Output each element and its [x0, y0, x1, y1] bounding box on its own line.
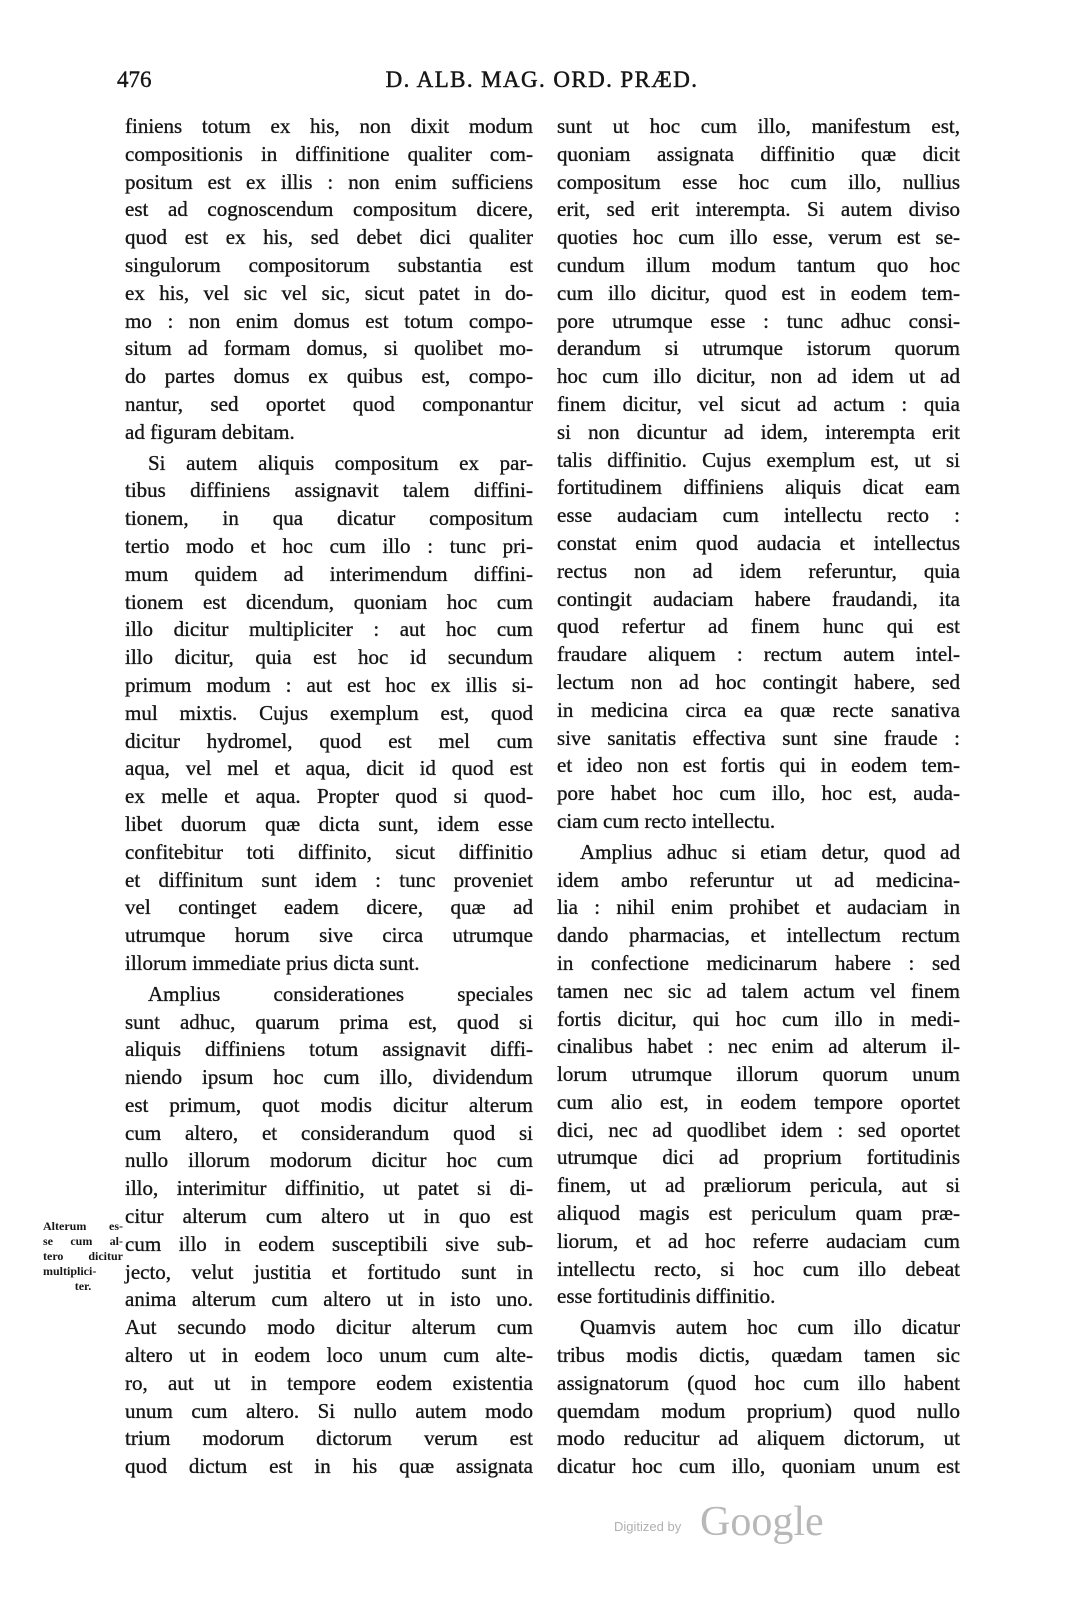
text-line: fraudare aliquem : rectum autem intel- [557, 642, 960, 667]
text-line: cum illo dicitur, quod est in eodem tem- [557, 280, 960, 305]
text-line: contingit audaciam habere fraudandi, ita [557, 586, 960, 611]
text-line: situm ad formam domus, si quolibet mo- [125, 336, 533, 361]
left-column [125, 113, 533, 1481]
text-line: talis diffinitio. Cujus exemplum est, ut si [557, 447, 960, 472]
text-line: pore utrumque esse : tunc adhuc consi- [557, 308, 960, 333]
text-line: cum altero, et considerandum quod si [125, 1120, 533, 1145]
text-line: nantur, sed oportet quod componantur [125, 391, 533, 416]
text-line: nullo illorum modorum dicitur hoc cum [125, 1148, 533, 1173]
text-line: citur alterum cum altero ut in quo est [125, 1204, 533, 1229]
paragraph [557, 113, 960, 836]
text-line: quod est ex his, sed debet dici qualiter [125, 225, 533, 250]
digitized-label: Digitized by [614, 1519, 682, 1534]
text-line: positum est ex illis : non enim sufficiens [125, 169, 533, 194]
margin-note [43, 1219, 123, 1294]
text-line: cum illo in eodem susceptibili sive sub- [125, 1231, 533, 1256]
text-line: dando pharmacias, et intellectum rectum [557, 923, 960, 948]
text-line: aliquis diffiniens totum assignavit diffi- [125, 1037, 533, 1062]
text-line: et ideo non est fortis qui in eodem tem- [557, 753, 960, 778]
paragraph [125, 113, 533, 447]
text-line: dici, nec ad quodlibet idem : sed oportet [557, 1117, 960, 1142]
text-line: intellectu recto, si hoc cum illo debeat [557, 1256, 960, 1281]
text-line: trium modorum dictorum verum est [125, 1426, 533, 1451]
running-title: D. ALB. MAG. ORD. PRÆD. [385, 67, 699, 92]
text-line: compositum esse hoc cum illo, nullius [557, 169, 960, 194]
text-line: lectum non ad hoc contingit habere, sed [557, 669, 960, 694]
text-line: sive sanitatis effectiva sunt sine fraude : [557, 725, 960, 750]
text-line: primum modum : aut est hoc ex illis si- [125, 672, 533, 697]
text-line: mum quidem ad interimendum diffini- [125, 561, 533, 586]
text-line: utrumque dici ad proprium fortitudinis [557, 1145, 960, 1170]
text-line: confitebitur toti diffinito, sicut diffinitio [125, 839, 533, 864]
text-line: est primum, quot modis dicitur alterum [125, 1092, 533, 1117]
paragraph [557, 839, 960, 1312]
text-line: dicatur hoc cum illo, quoniam unum est [557, 1454, 960, 1479]
paragraph [125, 981, 533, 1481]
text-line: quod refertur ad finem hunc qui est [557, 614, 960, 639]
text-line: tertio modo et hoc cum illo : tunc pri- [125, 533, 533, 558]
paragraph [125, 450, 533, 978]
text-line: modo reducitur ad aliquem dictorum, ut [557, 1426, 960, 1451]
text-line: liorum, et ad hoc referre audaciam cum [557, 1228, 960, 1253]
text-line: esse fortitudinis diffinitio. [557, 1284, 776, 1309]
text-line: singulorum compositorum substantia est [125, 252, 533, 277]
text-line: ex melle et aqua. Propter quod si quod- [125, 784, 533, 809]
text-line: in medicina circa ea quæ recte sanativa [557, 697, 960, 722]
text-line: quod dictum est in his quæ assignata [125, 1454, 533, 1479]
text-line: cum alio est, in eodem tempore oportet [557, 1089, 960, 1114]
text-line: utrumque horum sive circa utrumque [125, 923, 533, 948]
text-line: assignatorum (quod hoc cum illo habent [557, 1370, 960, 1395]
margin-note-line: se cum al- [43, 1234, 123, 1248]
text-line: rectus non ad idem referuntur, quia [557, 558, 960, 583]
text-line: tribus modis dictis, quædam tamen sic [557, 1343, 960, 1368]
text-line: cinalibus habet : nec enim ad alterum il- [557, 1034, 960, 1059]
text-line: dicitur hydromel, quod est mel cum [125, 728, 533, 753]
text-line: tionem, in qua dicatur compositum [125, 506, 533, 531]
text-line: pore habet hoc cum illo, hoc est, auda- [557, 781, 960, 806]
text-line: tamen nec sic ad talem actum vel finem [557, 978, 960, 1003]
text-line: ad figuram debitam. [125, 419, 295, 444]
paragraph [557, 1314, 960, 1481]
text-line: ro, aut ut in tempore eodem existentia [125, 1370, 533, 1395]
text-line: fortitudinem diffiniens aliquis dicat eam [557, 475, 960, 500]
text-line: sunt adhuc, quarum prima est, quod si [125, 1009, 533, 1034]
text-line: unum cum altero. Si nullo autem modo [125, 1398, 533, 1423]
text-line: erit, sed erit interempta. Si autem diviso [557, 197, 960, 222]
text-line: finem, ut ad præliorum pericula, aut si [557, 1173, 960, 1198]
text-line: niendo ipsum hoc cum illo, dividendum [125, 1065, 533, 1090]
text-line: Quamvis autem hoc cum illo dicatur [580, 1315, 960, 1340]
text-line: do partes domus ex quibus est, compo- [125, 364, 533, 389]
text-line: si non dicuntur ad idem, interempta erit [557, 419, 960, 444]
right-column [557, 113, 960, 1481]
text-line: et diffinitum sunt idem : tunc proveniet [125, 867, 533, 892]
text-line: Si autem aliquis compositum ex par- [148, 450, 533, 475]
text-line: ciam cum recto intellectu. [557, 808, 776, 833]
text-line: ex his, vel sic vel sic, sicut patet in do- [125, 280, 533, 305]
text-line: tionem est dicendum, quoniam hoc cum [125, 589, 533, 614]
text-line: compositionis in diffinitione qualiter com- [125, 141, 533, 166]
text-line: lorum utrumque illorum quorum unum [557, 1062, 960, 1087]
margin-note-line: tero dicitur [43, 1249, 123, 1263]
text-line: illo dicitur multipliciter : aut hoc cum [125, 617, 533, 642]
text-line: cundum illum modum tantum quo hoc [557, 252, 960, 277]
margin-note-line: Alterum es- [43, 1219, 123, 1233]
text-line: tibus diffiniens assignavit talem diffini- [125, 478, 533, 503]
text-line: fortis dicitur, qui hoc cum illo in medi- [557, 1006, 960, 1031]
text-line: hoc cum illo dicitur, non ad idem ut ad [557, 364, 960, 389]
text-line: lia : nihil enim prohibet et audaciam in [557, 895, 960, 920]
margin-note-line: multiplici- [43, 1264, 97, 1278]
text-line: illorum immediate prius dicta sunt. [125, 950, 420, 975]
text-line: quemdam modum proprium) quod nullo [557, 1398, 960, 1423]
text-line: Amplius considerationes speciales [148, 981, 533, 1006]
text-line: idem ambo referuntur ut ad medicina- [557, 867, 960, 892]
text-line: derandum si utrumque istorum quorum [557, 336, 960, 361]
text-line: mo : non enim domus est totum compo- [125, 308, 533, 333]
google-watermark: Google [700, 1499, 824, 1545]
text-line: aqua, vel mel et aqua, dicit id quod est [125, 756, 533, 781]
text-line: quoties hoc cum illo esse, verum est se- [557, 225, 960, 250]
text-line: Amplius adhuc si etiam detur, quod ad [580, 839, 960, 864]
text-line: anima alterum cum altero ut in isto uno. [125, 1287, 533, 1312]
text-line: in confectione medicinarum habere : sed [557, 950, 960, 975]
text-line: constat enim quod audacia et intellectus [557, 530, 960, 555]
text-line: illo dicitur, quia est hoc id secundum [125, 645, 533, 670]
text-line: vel continget eadem dicere, quæ ad [125, 895, 533, 920]
text-line: Aut secundo modo dicitur alterum cum [125, 1315, 533, 1340]
text-line: finiens totum ex his, non dixit modum [125, 114, 533, 138]
text-line: libet duorum quæ dicta sunt, idem esse [125, 811, 533, 836]
text-line: quoniam assignata diffinitio quæ dicit [557, 141, 960, 166]
text-line: aliquod magis est periculum quam præ- [557, 1201, 960, 1226]
text-line: illo, interimitur diffinitio, ut patet si di- [125, 1176, 533, 1201]
text-line: finem dicitur, vel sicut ad actum : quia [557, 391, 960, 416]
text-line: mul mixtis. Cujus exemplum est, quod [125, 700, 533, 725]
margin-note-line: ter. [74, 1279, 92, 1293]
text-line: esse audaciam cum intellectu recto : [557, 503, 960, 528]
text-line: sunt ut hoc cum illo, manifestum est, [557, 114, 960, 138]
page-number: 476 [117, 67, 152, 92]
text-line: jecto, velut justitia et fortitudo sunt in [125, 1259, 533, 1284]
text-line: est ad cognoscendum compositum dicere, [125, 197, 533, 222]
text-line: altero ut in eodem loco unum cum alte- [125, 1343, 533, 1368]
